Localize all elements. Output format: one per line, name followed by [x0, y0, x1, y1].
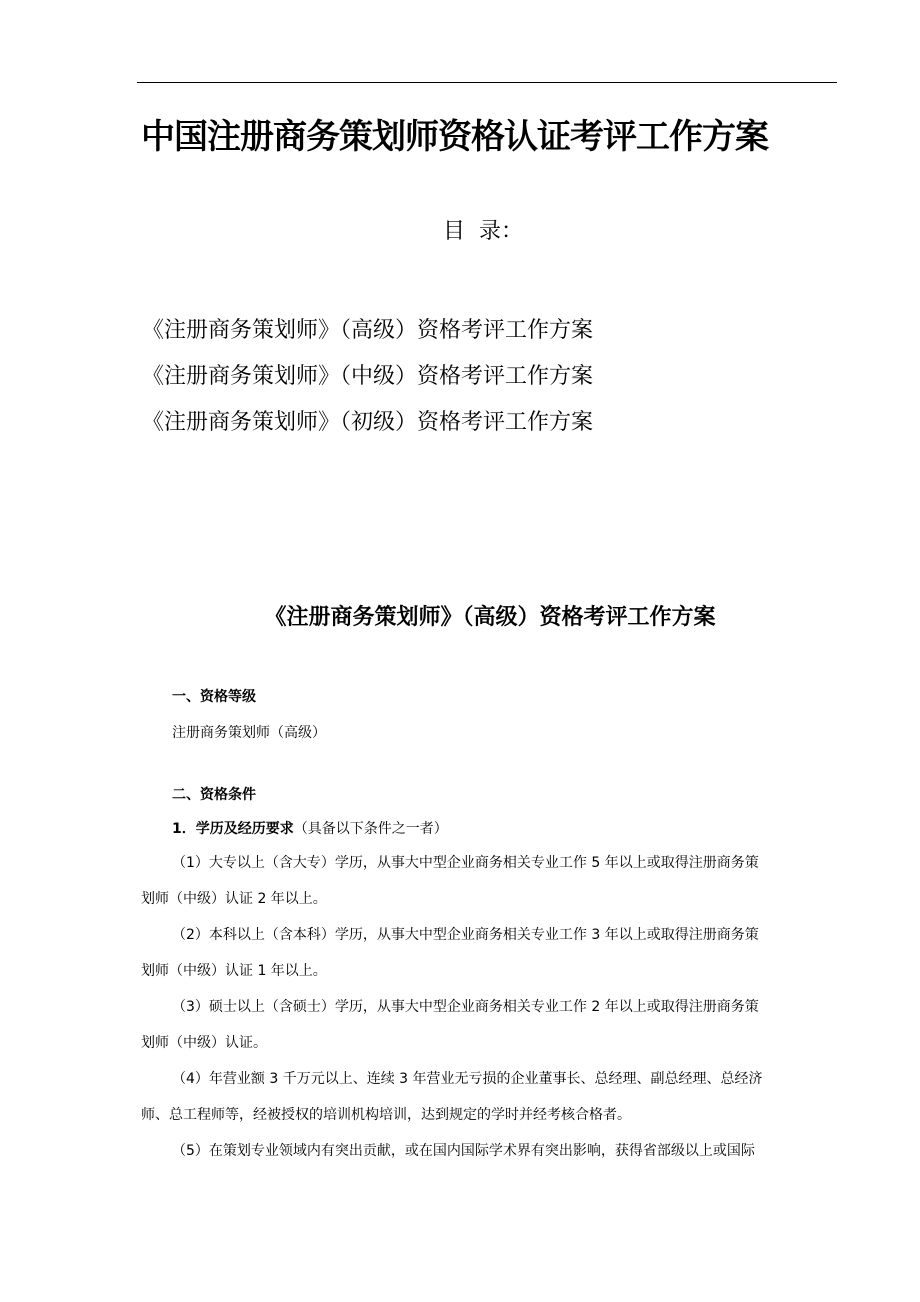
- header-rule: [137, 82, 837, 83]
- document-title: 中国注册商务策划师资格认证考评工作方案: [141, 117, 768, 157]
- section-title: 《注册商务策划师》（高级）资格考评工作方案: [264, 605, 716, 630]
- education-requirement-note: （具备以下条件之一者）: [293, 821, 448, 837]
- toc-heading: 目 录：: [443, 219, 523, 244]
- condition-item-4: [141, 1061, 851, 1133]
- condition-item-3-line-2: 划师（中级）认证。: [141, 1035, 267, 1051]
- condition-item-5: [141, 1133, 851, 1169]
- condition-item-2-line-1: （2）本科以上（含本科）学历，从事大中型企业商务相关专业工作 3 年以上或取得注册商务策: [172, 927, 759, 943]
- level-value: 注册商务策划师（高级）: [172, 725, 326, 741]
- condition-item-5-line-1: （5）在策划专业领域内有突出贡献，或在国内国际学术界有突出影响，获得省部级以上或国际: [172, 1143, 755, 1159]
- condition-item-1: [141, 845, 851, 917]
- condition-item-3-line-1: （3）硕士以上（含硕士）学历，从事大中型企业商务相关专业工作 2 年以上或取得注册商务策: [172, 999, 759, 1015]
- table-of-contents: [142, 308, 593, 446]
- toc-item-intermediate: 《注册商务策划师》（中级）资格考评工作方案: [142, 364, 594, 389]
- condition-item-4-line-1: （4）年营业额 3 千万元以上、连续 3 年营业无亏损的企业董事长、总经理、副总经理、总经济: [172, 1071, 763, 1087]
- education-requirement-heading: [172, 818, 448, 840]
- condition-item-1-line-2: 划师（中级）认证 2 年以上。: [141, 891, 327, 907]
- condition-item-1-line-1: （1）大专以上（含大专）学历，从事大中型企业商务相关专业工作 5 年以上或取得注册商务策: [172, 855, 759, 871]
- toc-item-senior: 《注册商务策划师》（高级）资格考评工作方案: [142, 318, 594, 343]
- condition-item-3: [141, 989, 851, 1061]
- toc-item-junior: 《注册商务策划师》（初级）资格考评工作方案: [142, 410, 594, 435]
- level-heading: 一、资格等级: [172, 689, 256, 705]
- conditions-heading: 二、资格条件: [172, 787, 256, 803]
- education-requirement-label: 1．学历及经历要求: [172, 821, 294, 837]
- condition-item-2-line-2: 划师（中级）认证 1 年以上。: [141, 963, 327, 979]
- condition-item-2: [141, 917, 851, 989]
- condition-item-4-line-2: 师、总工程师等，经被授权的培训机构培训，达到规定的学时并经考核合格者。: [141, 1107, 631, 1123]
